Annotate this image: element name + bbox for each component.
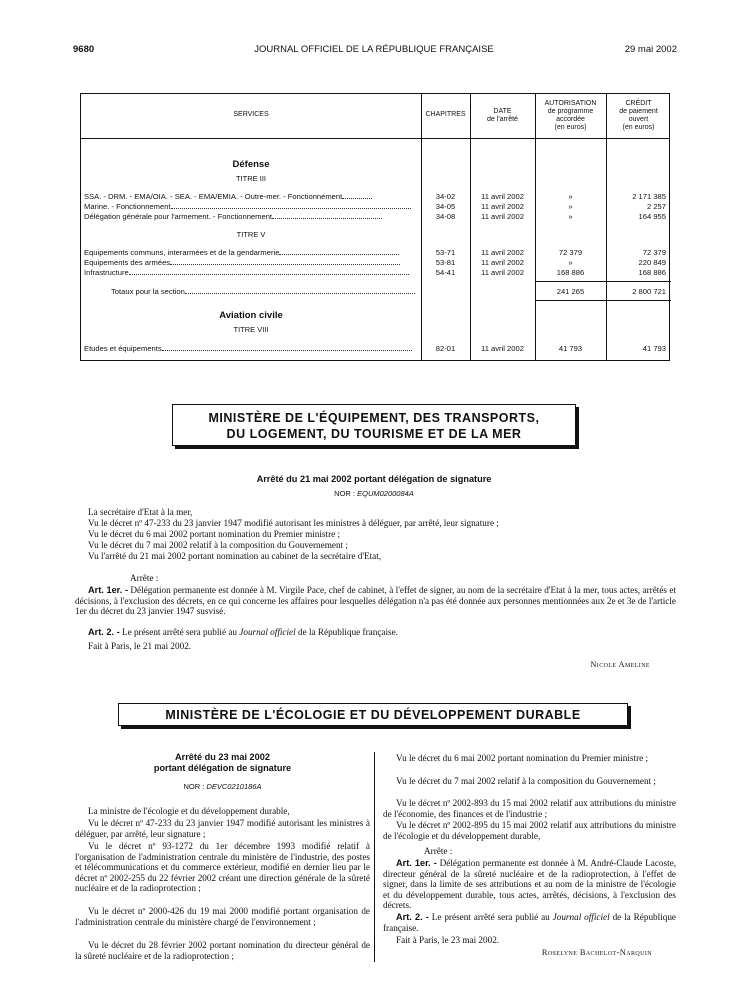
titre-viii-label: TITRE VIII [233,325,269,334]
arrete-title-line2: portant délégation de signature [153,763,292,773]
section-aviation-title: Aviation civile [219,310,283,321]
arrete-title: Arrêté du 21 mai 2002 portant délégation de signature [256,474,492,484]
arrete-label: Arrête : [130,573,159,583]
journal-title: JOURNAL OFFICIEL DE LA RÉPUBLIQUE FRANÇAISE [254,44,494,55]
visa-paragraph: Vu le décret du 28 février 2002 portant nomination du directeur général de la sûreté nucléaire et de la radioprotection ; [75,940,370,961]
titre-iii-label: TITRE III [236,174,266,183]
arrete-title-line1: Arrêté du 23 mai 2002 [175,752,270,762]
visa-line: Vu le décret du 6 mai 2002 portant nomination du Premier ministre ; [88,529,341,539]
visa-paragraph: Vu le décret nº 2000-426 du 19 mai 2000 modifié portant organisation de l'administration centrale du ministère chargé de l'environnement ; [75,906,370,927]
article-1: Art. 1er. - Délégation permanente est donnée à M. Virgile Pace, chef de cabinet, à l'effet de signer, au nom de la secrétaire d'Etat à la mer, tous actes, arrêtés et décisions, à l'exclusion des décrets, en ce qui concerne les affaires pour lesquelles délégation n'a pas été donnée aux personnes mentionnées aux 2e et 3e de l'article 1er du décret du 23 janvier 1947 susvisé. [75,585,676,616]
visa-line: Vu le décret du 7 mai 2002 relatif à la composition du Gouvernement ; [88,540,348,550]
issue-date: 29 mai 2002 [624,44,677,55]
col-header-date: DATE de l'arrêté [487,108,518,123]
col-header-autorisation: AUTORISATION de programme accordée (en euros) [544,100,597,131]
ministry-equipement-banner: MINISTÈRE DE L'ÉQUIPEMENT, DES TRANSPORTS, DU LOGEMENT, DU TOURISME ET DE LA MER [172,404,576,446]
col-header-chapitres: CHAPITRES [425,111,466,118]
visa-paragraph: Vu le décret du 7 mai 2002 relatif à la composition du Gouvernement ; [396,776,656,786]
signatory-intro: La secrétaire d'Etat à la mer, [88,507,193,517]
visa-paragraph: Vu le décret du 6 mai 2002 portant nomination du Premier ministre ; [396,753,649,763]
arrete-label: Arrête : [424,846,453,856]
credits-table: SERVICES CHAPITRES DATE de l'arrêté AUTORISATION de programme accordée (en euros) CRÉDIT de paiement ouvert (en euros) Défense TITRE III SSA. - DRM. - EMA/OIA. - SEA. - EMA/EMIA. - Outre-mer. - Fonctionnement 34-02 11 avril 2002 » 2 171 385 Marine. - Fonctionnement 34-05 11 avril 2002 » 2 257 Délégation générale pour l'armement. - Fonctionnement 34-08 11 avril 2002 » 164 955 TITRE V Equipements communs, interarmées et de la gendarmerie 53-71 11 avril 2002 72 379 72 379 Equipements des armées 53-81 11 avril 2002 » 220 849 Infrastructure 54-41 11 avril 2002 168 886 168 886 Totaux pour la section 241 265 2 800 721 Aviation civile TITRE VIII Etudes et équipements 82-01 11 avril 2002 41 793 41 793 [80,93,670,361]
visa-line: Vu le décret nº 47-233 du 23 janvier 1947 modifié autorisant les ministres à déléguer, par arrêté, leur signature ; [88,518,499,528]
section-defense-title: Défense [232,159,270,170]
signature: Roselyne Bachelot-Narquin [541,948,652,957]
page-number: 9680 [73,44,95,55]
signature: Nicole Ameline [590,660,650,669]
nor-reference: NOR : EQUM0200084A [334,489,414,498]
article-1: Art. 1er. - Délégation permanente est donnée à M. André-Claude Lacoste, directeur général de la sûreté nucléaire et de la radioprotection, à l'effet de signer, dans la limite de ses attributions et au nom de la ministre de l'écologie et du développement durable, tous actes, arrêtés, décisions, à l'exclusion des décrets. [383,858,677,910]
fait-a-paris: Fait à Paris, le 23 mai 2002. [396,935,500,945]
fait-a-paris: Fait à Paris, le 21 mai 2002. [88,641,192,651]
column-divider [374,752,375,962]
visa-paragraph: Vu le décret nº 2002-893 du 15 mai 2002 relatif aux attributions du ministre de l'économie, des finances et de l'industrie ; [383,798,676,819]
visa-line: Vu l'arrêté du 21 mai 2002 portant nomination au cabinet de la secrétaire d'Etat, [88,551,382,561]
visa-paragraph: Vu le décret nº 47-233 du 23 janvier 1947 modifié autorisant les ministres à déléguer, par arrêté, leur signature ; [75,818,370,839]
visa-paragraph: Vu le décret nº 93-1272 du 1er décembre 1993 modifié relatif à l'organisation de l'administration centrale du ministère de l'industrie, des postes et télécommunications et du commerce extérieur, modifié en dernier lieu par le décret nº 2002-255 du 22 février 2002 créant une direction générale de la sûreté nucléaire et de la radioprotection ; [75,841,370,893]
ministry-ecologie-banner: MINISTÈRE DE L'ÉCOLOGIE ET DU DÉVELOPPEMENT DURABLE [118,703,628,726]
article-2: Art. 2. - Le présent arrêté sera publié au Journal officiel de la République française. [88,627,398,637]
nor-reference: NOR : DEVC0210186A [183,782,262,791]
signatory-intro: La ministre de l'écologie et du développement durable, [88,806,290,816]
visa-paragraph: Vu le décret nº 2002-895 du 15 mai 2002 relatif aux attributions du ministre de l'écologie et du développement durable, [383,820,676,841]
col-header-services: SERVICES [233,111,269,118]
titre-v-label: TITRE V [236,230,266,239]
article-2: Art. 2. - Le présent arrêté sera publié au Journal officiel de la République française. [383,912,677,933]
col-header-credit: CRÉDIT de paiement ouvert (en euros) [619,100,658,131]
